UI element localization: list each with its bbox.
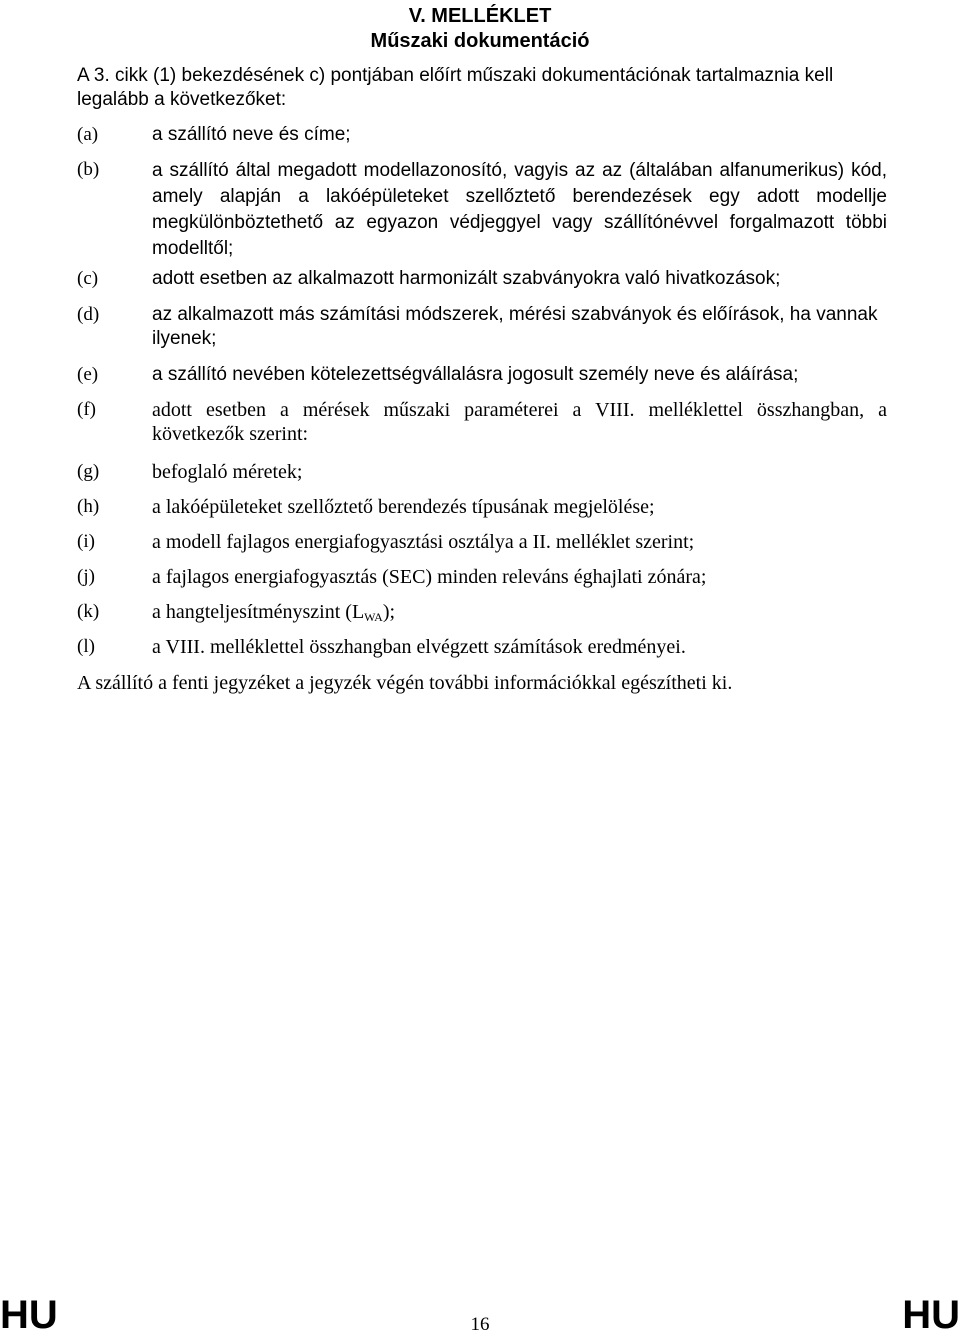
intro-paragraph: A 3. cikk (1) bekezdésének c) pontjában előírt műszaki dokumentációnak tartalmaznia kell legalább a következőket: xyxy=(77,65,834,110)
list-item-text: a fajlagos energiafogyasztás (SEC) minden releváns éghajlati zónára; xyxy=(152,566,707,588)
list-item-text: a szállító nevében kötelezettségvállalásra jogosult személy neve és aláírása; xyxy=(152,364,799,385)
closing-paragraph: A szállító a fenti jegyzéket a jegyzék végén további információkkal egészítheti ki. xyxy=(77,672,733,694)
list-item-text: a modell fajlagos energiafogyasztási osztálya a II. melléklet szerint; xyxy=(152,531,695,553)
list-item-text: adott esetben az alkalmazott harmonizált szabványokra való hivatkozások; xyxy=(152,268,781,289)
list-item-text: adott esetben a mérések műszaki paraméterei a VIII. melléklettel összhangban, a következők szerint: xyxy=(152,399,887,445)
list-item-text: a szállító neve és címe; xyxy=(152,124,351,145)
list-item-text: a VIII. melléklettel összhangban elvégzett számítások eredményei. xyxy=(152,636,686,658)
page-number: 16 xyxy=(470,1314,490,1335)
list-item-text: a szállító által megadott modellazonosító, vagyis az az (általában alfanumerikus) kód, amely alapján a lakóépületeket szellőztető berendezések egy adott modellje megkülönböztethető az egyazon védjeggyel vagy szállítónévvel forgalmazott többi modelltől; xyxy=(152,160,887,259)
list-item-label: (k) xyxy=(77,601,100,622)
list-item-text xyxy=(152,600,887,624)
list-item-label: (e) xyxy=(77,364,99,385)
footer-language-code-right: HU xyxy=(902,1293,960,1337)
list-item-label: (d) xyxy=(77,304,100,325)
list-item-text-subscript: WA xyxy=(364,610,383,624)
list-item-label: (f) xyxy=(77,399,96,420)
list-item-label: (l) xyxy=(77,636,95,657)
list-item-label: (b) xyxy=(77,159,100,180)
footer-language-code-left: HU xyxy=(0,1293,58,1337)
annex-title: V. MELLÉKLET xyxy=(408,5,552,27)
list-item-text: befoglaló méretek; xyxy=(152,461,303,483)
list-item-label: (c) xyxy=(77,268,99,289)
list-item-label: (a) xyxy=(77,124,99,145)
list-item-text-after: ); xyxy=(382,601,396,623)
list-item-label: (i) xyxy=(77,531,95,552)
list-item-label: (j) xyxy=(77,566,95,587)
annex-subtitle: Műszaki dokumentáció xyxy=(370,30,590,52)
list-item-text: a lakóépületeket szellőztető berendezés típusának megjelölése; xyxy=(152,496,655,518)
list-item-text-before: a hangteljesítményszint (L xyxy=(152,601,365,623)
list-item-label: (g) xyxy=(77,461,100,482)
list-item-label: (h) xyxy=(77,496,100,517)
list-item-text: az alkalmazott más számítási módszerek, mérési szabványok és előírások, ha vannak ilyenek; xyxy=(152,304,878,349)
